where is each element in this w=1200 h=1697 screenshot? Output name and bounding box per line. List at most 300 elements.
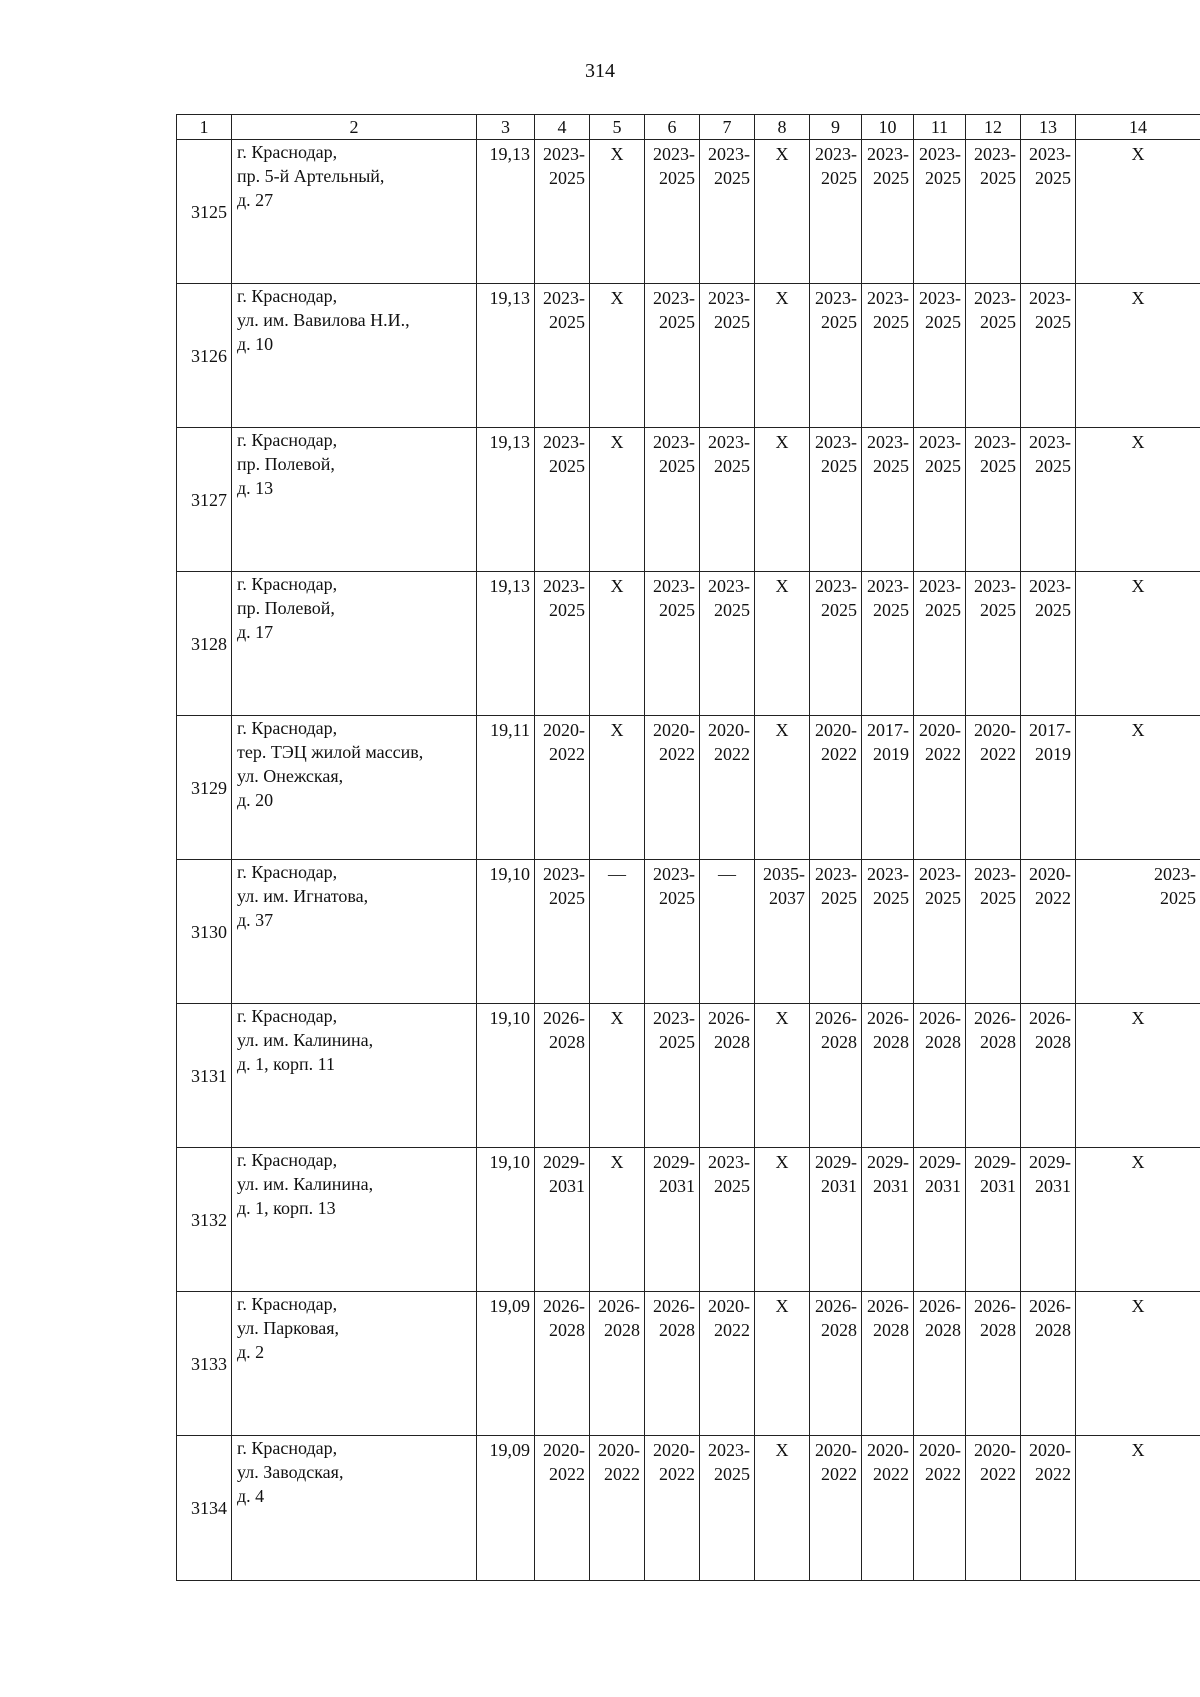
column-header-6: 6	[645, 115, 700, 140]
period-line: 2028	[980, 1032, 1016, 1052]
address-line: д. 20	[237, 790, 274, 810]
period-cell-col-12	[966, 140, 1021, 284]
period-line: 2025	[980, 888, 1016, 908]
period-cell-col-4	[535, 716, 590, 860]
period-line: 2031	[549, 1176, 585, 1196]
period-line: 2028	[549, 1032, 585, 1052]
period-line: 2031	[873, 1176, 909, 1196]
period-line: 2029-	[543, 1152, 585, 1172]
period-line: 2025	[821, 168, 857, 188]
period-line: 2020-	[653, 720, 695, 740]
period-cell-col-12	[966, 716, 1021, 860]
period-line: 2023-	[919, 864, 961, 884]
area-value: 19,13	[477, 140, 535, 284]
period-line: 2028	[604, 1320, 640, 1340]
period-cell-col-14	[1076, 428, 1200, 572]
period-line: 2023-	[815, 576, 857, 596]
period-line: 2026-	[919, 1296, 961, 1316]
address-line: д. 10	[237, 334, 274, 354]
period-cell-col-7	[700, 1292, 755, 1436]
cell-mark: Х	[610, 1152, 624, 1172]
period-line: 2025	[925, 888, 961, 908]
period-line: 2029-	[974, 1152, 1016, 1172]
period-line: 2020-	[543, 720, 585, 740]
period-line: 2022	[925, 1464, 961, 1484]
table-row	[177, 1292, 1200, 1436]
period-cell-col-11	[914, 572, 966, 716]
period-line: 2028	[549, 1320, 585, 1340]
period-cell-col-8	[755, 716, 810, 860]
period-line: 2025	[821, 456, 857, 476]
period-cell-col-7	[700, 140, 755, 284]
address-line: ул. Заводская,	[237, 1462, 344, 1482]
address-line: г. Краснодар,	[237, 430, 338, 450]
period-line: 2025	[549, 168, 585, 188]
period-line: 2022	[549, 744, 585, 764]
period-cell-col-10	[862, 1148, 914, 1292]
period-line: 2028	[659, 1320, 695, 1340]
period-line: 2023-	[919, 432, 961, 452]
period-line: 2023-	[919, 144, 961, 164]
row-number: 3134	[177, 1436, 232, 1581]
address-line: ул. им. Калинина,	[237, 1174, 374, 1194]
period-cell-col-13	[1021, 1292, 1076, 1436]
column-header-13: 13	[1021, 115, 1076, 140]
area-value: 19,11	[477, 716, 535, 860]
period-line: 2026-	[708, 1008, 750, 1028]
cell-mark: —	[608, 864, 626, 884]
period-line: 2025	[925, 312, 961, 332]
period-cell-col-11	[914, 716, 966, 860]
period-line: 2026-	[543, 1008, 585, 1028]
period-line: 2025	[714, 456, 750, 476]
period-cell-col-8	[755, 1292, 810, 1436]
period-cell-col-14	[1076, 140, 1200, 284]
period-line: 2025	[549, 600, 585, 620]
period-line: 2023-	[708, 288, 750, 308]
period-cell-col-7	[700, 716, 755, 860]
period-line: 2019	[873, 744, 909, 764]
period-line: 2025	[549, 456, 585, 476]
period-cell-col-14	[1076, 1436, 1200, 1581]
period-line: 2023-	[653, 576, 695, 596]
address-line: г. Краснодар,	[237, 1150, 338, 1170]
address-line: г. Краснодар,	[237, 718, 338, 738]
period-cell-col-4	[535, 284, 590, 428]
period-cell-col-10	[862, 428, 914, 572]
period-line: 2025	[714, 1176, 750, 1196]
period-line: 2025	[1035, 600, 1071, 620]
period-line: 2023-	[653, 144, 695, 164]
address-line: г. Краснодар,	[237, 1294, 338, 1314]
address-line: г. Краснодар,	[237, 1438, 338, 1458]
address-cell	[232, 716, 477, 860]
period-line: 2025	[1035, 168, 1071, 188]
table-row	[177, 284, 1200, 428]
period-line: 2031	[980, 1176, 1016, 1196]
period-line: 2023-	[815, 432, 857, 452]
period-cell-col-7	[700, 572, 755, 716]
period-cell-col-6	[645, 428, 700, 572]
period-line: 2023-	[543, 576, 585, 596]
cell-mark: Х	[775, 1296, 789, 1316]
period-line: 2020-	[1029, 864, 1071, 884]
period-cell-col-6	[645, 716, 700, 860]
period-cell-col-13	[1021, 1004, 1076, 1148]
period-line: 2025	[873, 600, 909, 620]
period-line: 2017-	[1029, 720, 1071, 740]
period-cell-col-5	[590, 1148, 645, 1292]
address-cell	[232, 428, 477, 572]
period-line: 2028	[821, 1032, 857, 1052]
period-line: 2025	[821, 312, 857, 332]
period-line: 2020-	[708, 720, 750, 740]
period-cell-col-6	[645, 572, 700, 716]
period-line: 2023-	[708, 432, 750, 452]
period-cell-col-13	[1021, 1148, 1076, 1292]
address-line: пр. Полевой,	[237, 598, 335, 618]
address-cell	[232, 1292, 477, 1436]
period-line: 2023-	[815, 864, 857, 884]
period-line: 2023-	[543, 144, 585, 164]
period-cell-col-8	[755, 140, 810, 284]
cell-mark: Х	[1131, 1296, 1145, 1316]
period-line: 2026-	[867, 1008, 909, 1028]
period-cell-col-5	[590, 1004, 645, 1148]
period-line: 2020-	[543, 1440, 585, 1460]
period-cell-col-8	[755, 860, 810, 1004]
address-cell	[232, 140, 477, 284]
period-line: 2022	[925, 744, 961, 764]
period-line: 2022	[659, 744, 695, 764]
period-cell-col-10	[862, 860, 914, 1004]
period-line: 2025	[1035, 456, 1071, 476]
register-table	[176, 114, 1200, 1581]
period-line: 2025	[873, 888, 909, 908]
period-cell-col-12	[966, 428, 1021, 572]
period-line: 2035-	[763, 864, 805, 884]
table-row	[177, 140, 1200, 284]
period-cell-col-11	[914, 1292, 966, 1436]
period-cell-col-9	[810, 284, 862, 428]
period-line: 2029-	[815, 1152, 857, 1172]
period-line: 2022	[980, 744, 1016, 764]
period-cell-col-7	[700, 1436, 755, 1581]
address-line: д. 1, корп. 11	[237, 1054, 335, 1074]
period-line: 2022	[659, 1464, 695, 1484]
cell-mark: Х	[610, 288, 624, 308]
address-line: д. 27	[237, 190, 274, 210]
period-line: 2020-	[919, 720, 961, 740]
period-line: 2023-	[815, 288, 857, 308]
period-cell-col-4	[535, 572, 590, 716]
address-line: г. Краснодар,	[237, 574, 338, 594]
period-line: 2023-	[653, 864, 695, 884]
period-line: 2023-	[1029, 288, 1071, 308]
period-cell-col-9	[810, 572, 862, 716]
address-line: д. 2	[237, 1342, 265, 1362]
period-cell-col-13	[1021, 572, 1076, 716]
table-row	[177, 716, 1200, 860]
period-line: 2019	[1035, 744, 1071, 764]
period-line: 2025	[980, 312, 1016, 332]
period-cell-col-12	[966, 860, 1021, 1004]
period-line: 2022	[1035, 1464, 1071, 1484]
area-value: 19,10	[477, 860, 535, 1004]
period-cell-col-12	[966, 284, 1021, 428]
cell-mark: Х	[610, 720, 624, 740]
period-cell-col-7	[700, 860, 755, 1004]
cell-mark: Х	[1131, 1152, 1145, 1172]
address-line: ул. им. Игнатова,	[237, 886, 369, 906]
column-header-3: 3	[477, 115, 535, 140]
period-line: 2023-	[1029, 144, 1071, 164]
row-number: 3128	[177, 572, 232, 716]
period-cell-col-7	[700, 428, 755, 572]
period-line: 2023-	[708, 1440, 750, 1460]
period-cell-col-14	[1076, 1004, 1200, 1148]
area-value: 19,09	[477, 1292, 535, 1436]
row-number: 3131	[177, 1004, 232, 1148]
address-cell	[232, 572, 477, 716]
period-cell-col-11	[914, 284, 966, 428]
period-line: 2020-	[598, 1440, 640, 1460]
period-line: 2023-	[708, 144, 750, 164]
period-cell-col-5	[590, 284, 645, 428]
period-cell-col-9	[810, 140, 862, 284]
period-line: 2025	[925, 456, 961, 476]
period-cell-col-13	[1021, 284, 1076, 428]
period-line: 2023-	[653, 1008, 695, 1028]
period-line: 2023-	[974, 576, 1016, 596]
period-cell-col-11	[914, 860, 966, 1004]
period-line: 2023-	[867, 864, 909, 884]
address-cell	[232, 1148, 477, 1292]
period-line: 2023-	[653, 432, 695, 452]
column-header-5: 5	[590, 115, 645, 140]
period-line: 2020-	[1029, 1440, 1071, 1460]
address-line: г. Краснодар,	[237, 286, 338, 306]
address-line: г. Краснодар,	[237, 862, 338, 882]
period-line: 2023-	[974, 144, 1016, 164]
area-value: 19,13	[477, 428, 535, 572]
period-line: 2026-	[1029, 1008, 1071, 1028]
period-line: 2020-	[815, 1440, 857, 1460]
row-number: 3130	[177, 860, 232, 1004]
period-line: 2028	[925, 1032, 961, 1052]
period-cell-col-12	[966, 1148, 1021, 1292]
period-cell-col-13	[1021, 860, 1076, 1004]
period-cell-col-9	[810, 1436, 862, 1581]
period-line: 2020-	[974, 1440, 1016, 1460]
period-line: 2023-	[708, 1152, 750, 1172]
address-line: г. Краснодар,	[237, 1006, 338, 1026]
cell-mark: Х	[610, 432, 624, 452]
cell-mark: Х	[610, 576, 624, 596]
period-line: 2031	[659, 1176, 695, 1196]
period-cell-col-10	[862, 284, 914, 428]
address-line: д. 37	[237, 910, 274, 930]
period-cell-col-5	[590, 428, 645, 572]
period-cell-col-9	[810, 428, 862, 572]
period-line: 2028	[925, 1320, 961, 1340]
row-number: 3126	[177, 284, 232, 428]
period-line: 2029-	[867, 1152, 909, 1172]
address-line: д. 17	[237, 622, 274, 642]
period-line: 2023-	[543, 432, 585, 452]
period-cell-col-6	[645, 284, 700, 428]
period-line: 2023-	[919, 288, 961, 308]
period-cell-col-10	[862, 1436, 914, 1581]
period-cell-col-12	[966, 572, 1021, 716]
period-line: 2023-	[1154, 864, 1196, 884]
period-line: 2025	[714, 1464, 750, 1484]
period-cell-col-4	[535, 1148, 590, 1292]
period-line: 2025	[659, 888, 695, 908]
period-line: 2025	[1035, 312, 1071, 332]
period-line: 2028	[873, 1032, 909, 1052]
cell-mark: Х	[775, 720, 789, 740]
period-line: 2031	[925, 1176, 961, 1196]
period-cell-col-4	[535, 1436, 590, 1581]
address-line: ул. Парковая,	[237, 1318, 340, 1338]
table-row	[177, 572, 1200, 716]
column-header-1: 1	[177, 115, 232, 140]
period-line: 2023-	[974, 864, 1016, 884]
period-cell-col-9	[810, 716, 862, 860]
row-number: 3125	[177, 140, 232, 284]
period-line: 2020-	[974, 720, 1016, 740]
period-cell-col-5	[590, 1292, 645, 1436]
period-line: 2025	[549, 312, 585, 332]
period-cell-col-13	[1021, 716, 1076, 860]
period-line: 2020-	[815, 720, 857, 740]
period-cell-col-10	[862, 140, 914, 284]
address-line: тер. ТЭЦ жилой массив,	[237, 742, 424, 762]
period-line: 2023-	[867, 576, 909, 596]
period-cell-col-14	[1076, 572, 1200, 716]
period-line: 2023-	[867, 432, 909, 452]
period-cell-col-11	[914, 1436, 966, 1581]
period-cell-col-12	[966, 1292, 1021, 1436]
period-cell-col-12	[966, 1436, 1021, 1581]
period-line: 2023-	[919, 576, 961, 596]
cell-mark: Х	[1131, 288, 1145, 308]
period-cell-col-13	[1021, 140, 1076, 284]
period-cell-col-9	[810, 1004, 862, 1148]
period-line: 2025	[821, 888, 857, 908]
period-line: 2020-	[708, 1296, 750, 1316]
address-line: ул. Онежская,	[237, 766, 344, 786]
cell-mark: Х	[1131, 1440, 1145, 1460]
address-line: пр. 5-й Артельный,	[237, 166, 385, 186]
address-line: д. 13	[237, 478, 274, 498]
period-cell-col-14	[1076, 716, 1200, 860]
period-cell-col-5	[590, 572, 645, 716]
cell-mark: Х	[775, 576, 789, 596]
period-cell-col-9	[810, 1292, 862, 1436]
cell-mark: —	[718, 864, 736, 884]
cell-mark: Х	[775, 288, 789, 308]
period-line: 2022	[714, 744, 750, 764]
table-row	[177, 860, 1200, 1004]
area-value: 19,10	[477, 1148, 535, 1292]
period-line: 2017-	[867, 720, 909, 740]
period-line: 2026-	[653, 1296, 695, 1316]
period-cell-col-11	[914, 1004, 966, 1148]
period-cell-col-5	[590, 716, 645, 860]
period-line: 2022	[821, 744, 857, 764]
period-line: 2026-	[815, 1296, 857, 1316]
period-line: 2025	[549, 888, 585, 908]
period-cell-col-11	[914, 428, 966, 572]
table-row	[177, 1004, 1200, 1148]
area-value: 19,13	[477, 284, 535, 428]
column-header-4: 4	[535, 115, 590, 140]
period-line: 2028	[714, 1032, 750, 1052]
period-cell-col-10	[862, 1292, 914, 1436]
period-cell-col-11	[914, 1148, 966, 1292]
period-cell-col-13	[1021, 428, 1076, 572]
period-cell-col-14	[1076, 1292, 1200, 1436]
period-line: 2029-	[919, 1152, 961, 1172]
period-line: 2026-	[974, 1296, 1016, 1316]
period-line: 2020-	[867, 1440, 909, 1460]
period-cell-col-5	[590, 140, 645, 284]
column-header-10: 10	[862, 115, 914, 140]
period-line: 2023-	[543, 288, 585, 308]
period-line: 2029-	[653, 1152, 695, 1172]
period-cell-col-9	[810, 1148, 862, 1292]
address-cell	[232, 284, 477, 428]
period-line: 2022	[873, 1464, 909, 1484]
area-value: 19,10	[477, 1004, 535, 1148]
period-cell-col-4	[535, 428, 590, 572]
row-number: 3133	[177, 1292, 232, 1436]
column-header-9: 9	[810, 115, 862, 140]
period-line: 2026-	[543, 1296, 585, 1316]
period-line: 2023-	[867, 288, 909, 308]
period-line: 2020-	[919, 1440, 961, 1460]
period-line: 2031	[1035, 1176, 1071, 1196]
period-cell-col-7	[700, 1148, 755, 1292]
address-line: г. Краснодар,	[237, 142, 338, 162]
period-line: 2022	[714, 1320, 750, 1340]
period-cell-col-8	[755, 284, 810, 428]
row-number: 3127	[177, 428, 232, 572]
cell-mark: Х	[775, 1440, 789, 1460]
address-cell	[232, 1436, 477, 1581]
period-line: 2025	[873, 312, 909, 332]
period-cell-col-7	[700, 1004, 755, 1148]
row-number: 3129	[177, 716, 232, 860]
period-line: 2025	[659, 312, 695, 332]
cell-mark: Х	[1131, 1008, 1145, 1028]
period-line: 2026-	[919, 1008, 961, 1028]
period-line: 2022	[1035, 888, 1071, 908]
period-line: 2022	[549, 1464, 585, 1484]
period-cell-col-4	[535, 1292, 590, 1436]
column-header-12: 12	[966, 115, 1021, 140]
period-cell-col-13	[1021, 1436, 1076, 1581]
period-line: 2028	[821, 1320, 857, 1340]
period-cell-col-8	[755, 428, 810, 572]
period-line: 2031	[821, 1176, 857, 1196]
period-cell-col-6	[645, 1004, 700, 1148]
table-row	[177, 1148, 1200, 1292]
period-line: 2025	[714, 168, 750, 188]
period-line: 2025	[714, 600, 750, 620]
